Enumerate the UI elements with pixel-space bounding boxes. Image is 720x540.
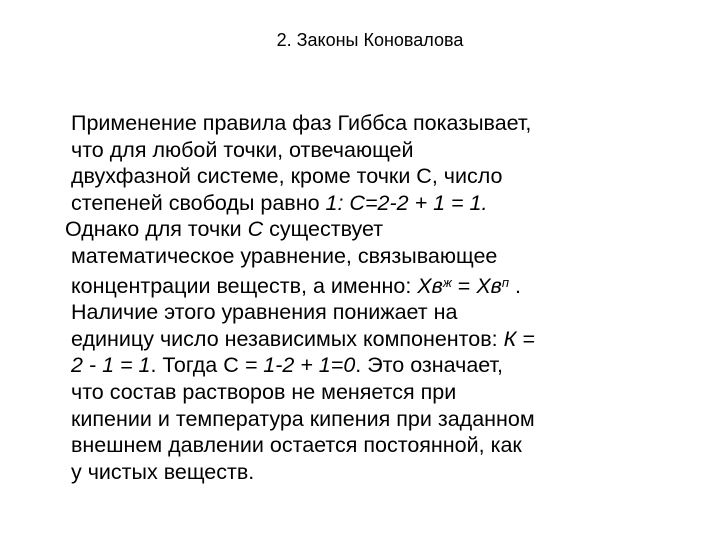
paragraph-2-line-4 [71, 299, 685, 326]
paragraph-1-line-4 [71, 190, 685, 217]
slide-body [65, 110, 685, 485]
text-run: концентрации веществ, а именно: [71, 273, 418, 298]
text-run: . Тогда С [150, 353, 245, 378]
text-run: . [509, 273, 522, 298]
formula-text: К = [503, 326, 535, 351]
paragraph-2-line-5 [71, 326, 685, 353]
formula-text: С [247, 217, 264, 242]
text-run: Наличие этого уравнения понижает на [71, 300, 458, 325]
paragraph-1-line-3 [71, 163, 685, 190]
formula-text: = 1-2 + 1=0 [244, 353, 356, 378]
paragraph-1-line-2 [71, 137, 685, 164]
paragraph-2-line-7 [71, 379, 685, 406]
text-run: . Это означает, [355, 353, 503, 378]
text-run: математическое уравнение, связывающее [71, 243, 498, 268]
text-run: единицу число независимых компонентов: [71, 326, 504, 351]
text-run: кипении и температура кипения при заданном [71, 406, 535, 431]
text-run: существует [263, 217, 384, 242]
paragraph-2-line-10 [71, 459, 685, 486]
paragraph-2-line-2 [71, 243, 685, 270]
text-run: = [451, 273, 477, 298]
paragraph-2-line-8 [71, 406, 685, 433]
paragraph-2-line-1 [65, 216, 685, 243]
text-run: что для любой точки, отвечающей [71, 137, 414, 162]
text-run: степеней свободы равно [71, 190, 326, 215]
text-run: Применение правила фаз Гиббса показывает, [71, 111, 532, 135]
text-run: двухфазной системе, кроме точки С, число [71, 164, 503, 189]
formula-text: 2 - 1 = 1 [71, 353, 151, 378]
text-run: внешнем давлении остается постоянной, как [71, 433, 522, 458]
paragraph-2-line-3 [71, 270, 685, 300]
paragraph-2-line-9 [71, 432, 685, 459]
slide-title: 2. Законы Коновалова [276, 30, 464, 50]
paragraph-2-line-6 [71, 352, 685, 379]
superscript: п [501, 274, 510, 290]
formula-text: Хв [417, 273, 443, 298]
text-run: что состав растворов не меняется при [71, 379, 457, 404]
formula-text: 1: С=2-2 + 1 = 1. [325, 190, 488, 215]
superscript: ж [442, 274, 452, 290]
formula-text: Хв [476, 273, 502, 298]
text-run: Однако для точки [65, 217, 248, 242]
paragraph-1-line-1 [71, 110, 685, 137]
text-run: у чистых веществ. [71, 459, 255, 484]
